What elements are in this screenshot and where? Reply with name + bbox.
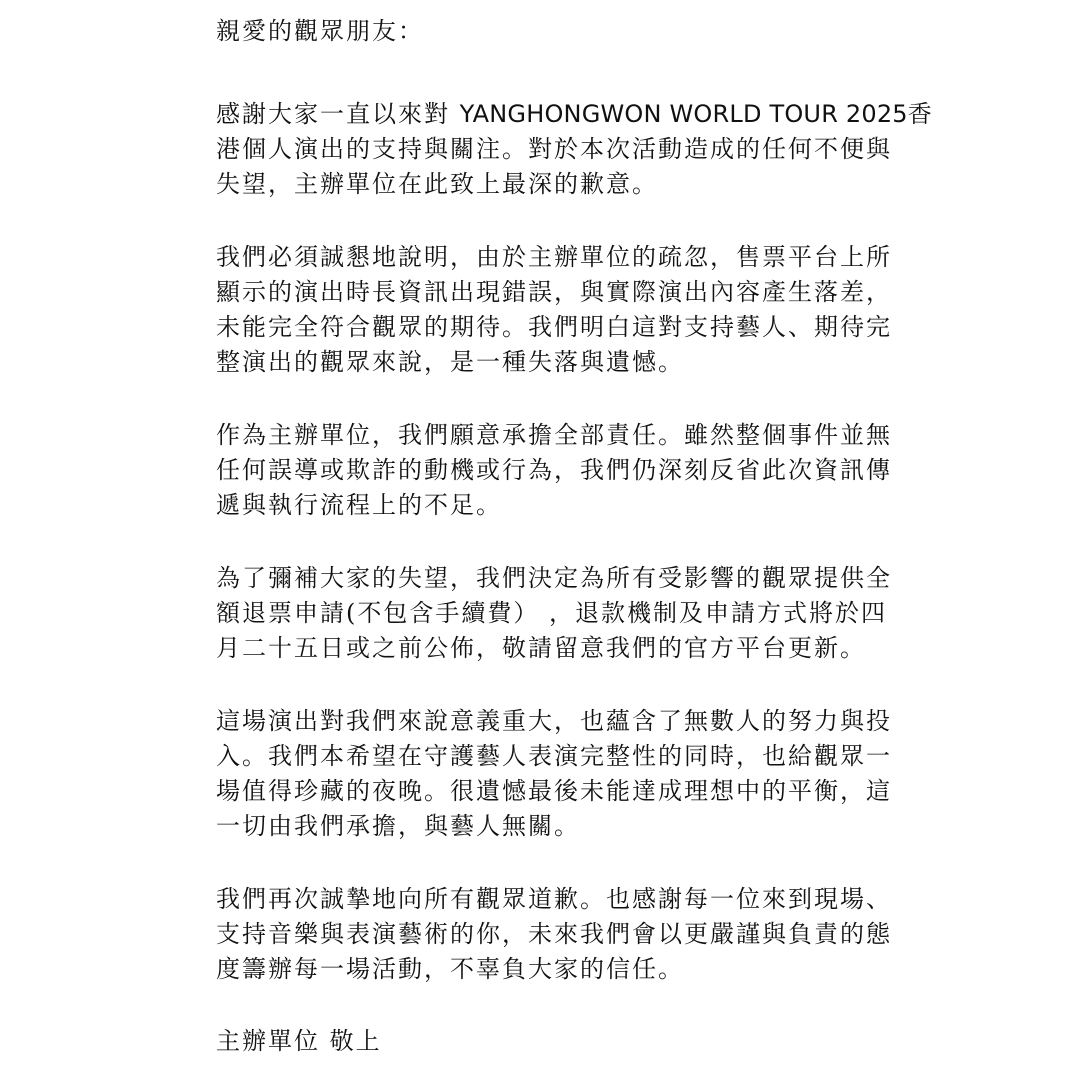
paragraph-responsibility [216,418,892,523]
paragraph-line: 顯示的演出時長資訊出現錯誤，與實際演出內容產生落差， [216,278,892,306]
letter-signature: 主辦單位 敬上 [216,1027,382,1055]
paragraph-refund [216,561,892,666]
paragraph-line: 我們必須誠懇地說明，由於主辦單位的疏忽，售票平台上所 [216,243,892,271]
paragraph-thanks [216,97,934,202]
paragraph-line: 感謝大家一直以來對 YANGHONGWON WORLD TOUR 2025香 [216,100,934,128]
paragraph-significance [216,704,892,844]
paragraph-line: 這場演出對我們來說意義重大，也蘊含了無數人的努力與投 [216,707,892,735]
paragraph-line: 為了彌補大家的失望，我們決定為所有受影響的觀眾提供全 [216,564,892,592]
paragraph-line: 遞與執行流程上的不足。 [216,491,502,519]
paragraph-line: 度籌辦每一場活動，不辜負大家的信任。 [216,955,684,983]
letter-greeting: 親愛的觀眾朋友： [216,17,424,45]
paragraph-line: 月二十五日或之前公佈，敬請留意我們的官方平台更新。 [216,634,866,662]
paragraph-line: 支持音樂與表演藝術的你，未來我們會以更嚴謹與負責的態 [216,920,892,948]
paragraph-line: 失望，主辦單位在此致上最深的歉意。 [216,170,658,198]
paragraph-line: 任何誤導或欺詐的動機或行為，我們仍深刻反省此次資訊傳 [216,456,892,484]
paragraph-line: 入。我們本希望在守護藝人表演完整性的同時，也給觀眾一 [216,742,892,770]
paragraph-line: 作為主辦單位，我們願意承擔全部責任。雖然整個事件並無 [216,421,892,449]
paragraph-line: 場值得珍藏的夜晚。很遺憾最後未能達成理想中的平衡，這 [216,777,892,805]
apology-letter [216,14,934,1059]
paragraph-explanation [216,240,892,380]
paragraph-line: 未能完全符合觀眾的期待。我們明白這對支持藝人、期待完 [216,313,892,341]
paragraph-line: 整演出的觀眾來說，是一種失落與遺憾。 [216,348,684,376]
paragraph-line: 我們再次誠摯地向所有觀眾道歉。也感謝每一位來到現場、 [216,885,892,913]
tour-name: YANGHONGWON WORLD TOUR 2025 [459,100,908,128]
paragraph-line: 一切由我們承擔，與藝人無關。 [216,812,580,840]
paragraph-line: 港個人演出的支持與關注。對於本次活動造成的任何不便與 [216,135,892,163]
paragraph-line: 額退票申請(不包含手續費） ，退款機制及申請方式將於四 [216,599,887,627]
paragraph-apology [216,882,892,987]
